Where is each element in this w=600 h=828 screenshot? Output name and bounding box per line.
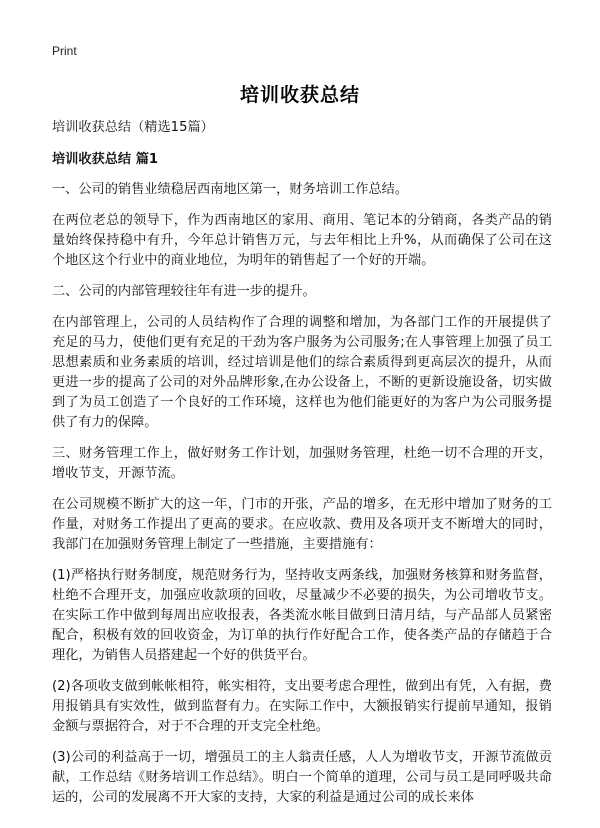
paragraph-1: 一、公司的销售业绩稳居西南地区第一，财务培训工作总结。 (52, 182, 409, 197)
print-label: Print (52, 44, 77, 58)
page-title: 培训收获总结 (239, 84, 360, 106)
paragraph-3: 二、公司的内部管理较往年有进一步的提升。 (52, 284, 316, 299)
document-body (52, 118, 552, 819)
paragraph-8: (2)各项收支做到帐帐相符，帐实相符，支出要考虑合理性，做到出有凭，入有据，费用报销具有实效性，做到监督有力。在实际工作中，大额报销实行提前早通知，报销金额与票据符合，对于不合理的开支完全杜绝。 (52, 679, 552, 734)
paragraph-6: 在公司规模不断扩大的这一年，门市的开张，产品的增多，在无形中增加了财务的工作量，对财务工作提出了更高的要求。在应收款、费用及各项开支不断增大的同时，我部门在加强财务管理上制定了一些措施，主要措施有： (52, 497, 552, 552)
paragraph-5: 三、财务管理工作上，做好财务工作计划，加强财务管理，杜绝一切不合理的开支，增收节支，开源节流。 (52, 446, 552, 481)
paragraph-2: 在两位老总的领导下，作为西南地区的家用、商用、笔记本的分销商，各类产品的销量始终保持稳中有升，今年总计销售万元，与去年相比上升%，从而确保了公司在这个地区这个行业中的商业地位，为明年的销售起了一个好的开端。 (52, 213, 552, 268)
paragraph-7: (1)严格执行财务制度，规范财务行为，坚持收支两条线，加强财务核算和财务监督，杜绝不合理开支，加强应收款项的回收，尽量减少不必要的损失，为公司增收节支。在实际工作中做到每周出应收报表，各类流水帐目做到日清月结，与产品部人员紧密配合，积极有效的回收资金，为订单的执行作好配合工作，使各类产品的存储趋于合理化，为销售人员搭建起一个好的供货平台。 (52, 568, 552, 663)
paragraph-4: 在内部管理上，公司的人员结构作了合理的调整和增加，为各部门工作的开展提供了充足的马力，使他们更有充足的干劲为客户服务为公司服务;在人事管理上加强了员工思想素质和业务素质的培训，经过培训是他们的综合素质得到更高层次的提升，从而更进一步的提高了公司的对外品牌形象,在办公设备上，不断的更新设施设备，切实做到了为员工创造了一个良好的工作环境，这样也为他们能更好的为客户为公司服务提供了有力的保障。 (52, 315, 552, 430)
document-subtitle: 培训收获总结（精选15篇） (52, 120, 214, 135)
paragraph-9: (3)公司的利益高于一切，增强员工的主人翁责任感，人人为增收节支，开源节流做贡献，工作总结《财务培训工作总结》。明白一个简单的道理，公司与员工是同呼吸共命运的，公司的发展离不开大家的支持，大家的利益是通过公司的成长来体 (52, 750, 552, 805)
section-title: 培训收获总结 篇1 (52, 152, 159, 167)
